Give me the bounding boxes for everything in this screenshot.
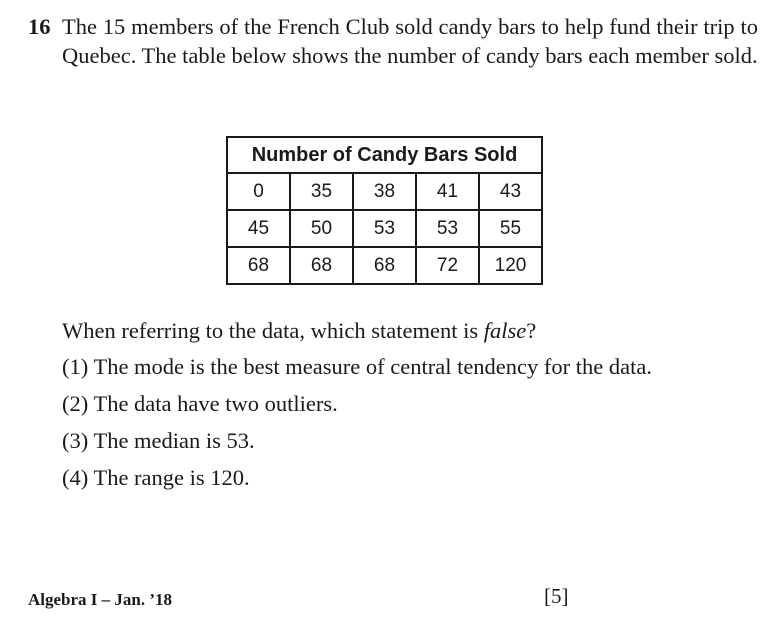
table-row [227, 210, 542, 247]
table-cell: 68 [227, 247, 290, 284]
table-cell: 45 [227, 210, 290, 247]
question-text: The 15 members of the French Club sold candy bars to help fund their trip to Quebec. The table below shows the number of candy bars each member sold. [62, 14, 758, 68]
candy-bars-table [226, 136, 543, 285]
table-cell: 55 [479, 210, 542, 247]
table-cell: 0 [227, 173, 290, 210]
candy-bars-table-container [226, 136, 543, 285]
prompt-text-after: ? [526, 318, 537, 343]
table-cell: 68 [353, 247, 416, 284]
table-row [227, 173, 542, 210]
answer-choice-1: (1) The mode is the best measure of central tendency for the data. [62, 354, 652, 379]
answer-choice-3: (3) The median is 53. [62, 428, 255, 453]
question-block [28, 12, 758, 70]
answer-choice-2: (2) The data have two outliers. [62, 391, 338, 416]
table-cell: 43 [479, 173, 542, 210]
table-cell: 68 [290, 247, 353, 284]
question-number: 16 [28, 14, 51, 39]
question-prompt [62, 316, 536, 346]
table-cell: 53 [416, 210, 479, 247]
table-row [227, 247, 542, 284]
table-cell: 72 [416, 247, 479, 284]
page-number: [5] [544, 584, 569, 608]
table-cell: 38 [353, 173, 416, 210]
table-header: Number of Candy Bars Sold [227, 137, 542, 173]
exam-title: Algebra I – Jan. ’18 [28, 590, 173, 609]
table-cell: 41 [416, 173, 479, 210]
answer-choices [62, 352, 652, 500]
prompt-emphasis: false [483, 318, 527, 343]
answer-choice-4: (4) The range is 120. [62, 465, 250, 490]
table-cell: 120 [479, 247, 542, 284]
table-cell: 35 [290, 173, 353, 210]
table-cell: 53 [353, 210, 416, 247]
prompt-text-before: When referring to the data, which statement is [62, 318, 484, 343]
table-cell: 50 [290, 210, 353, 247]
